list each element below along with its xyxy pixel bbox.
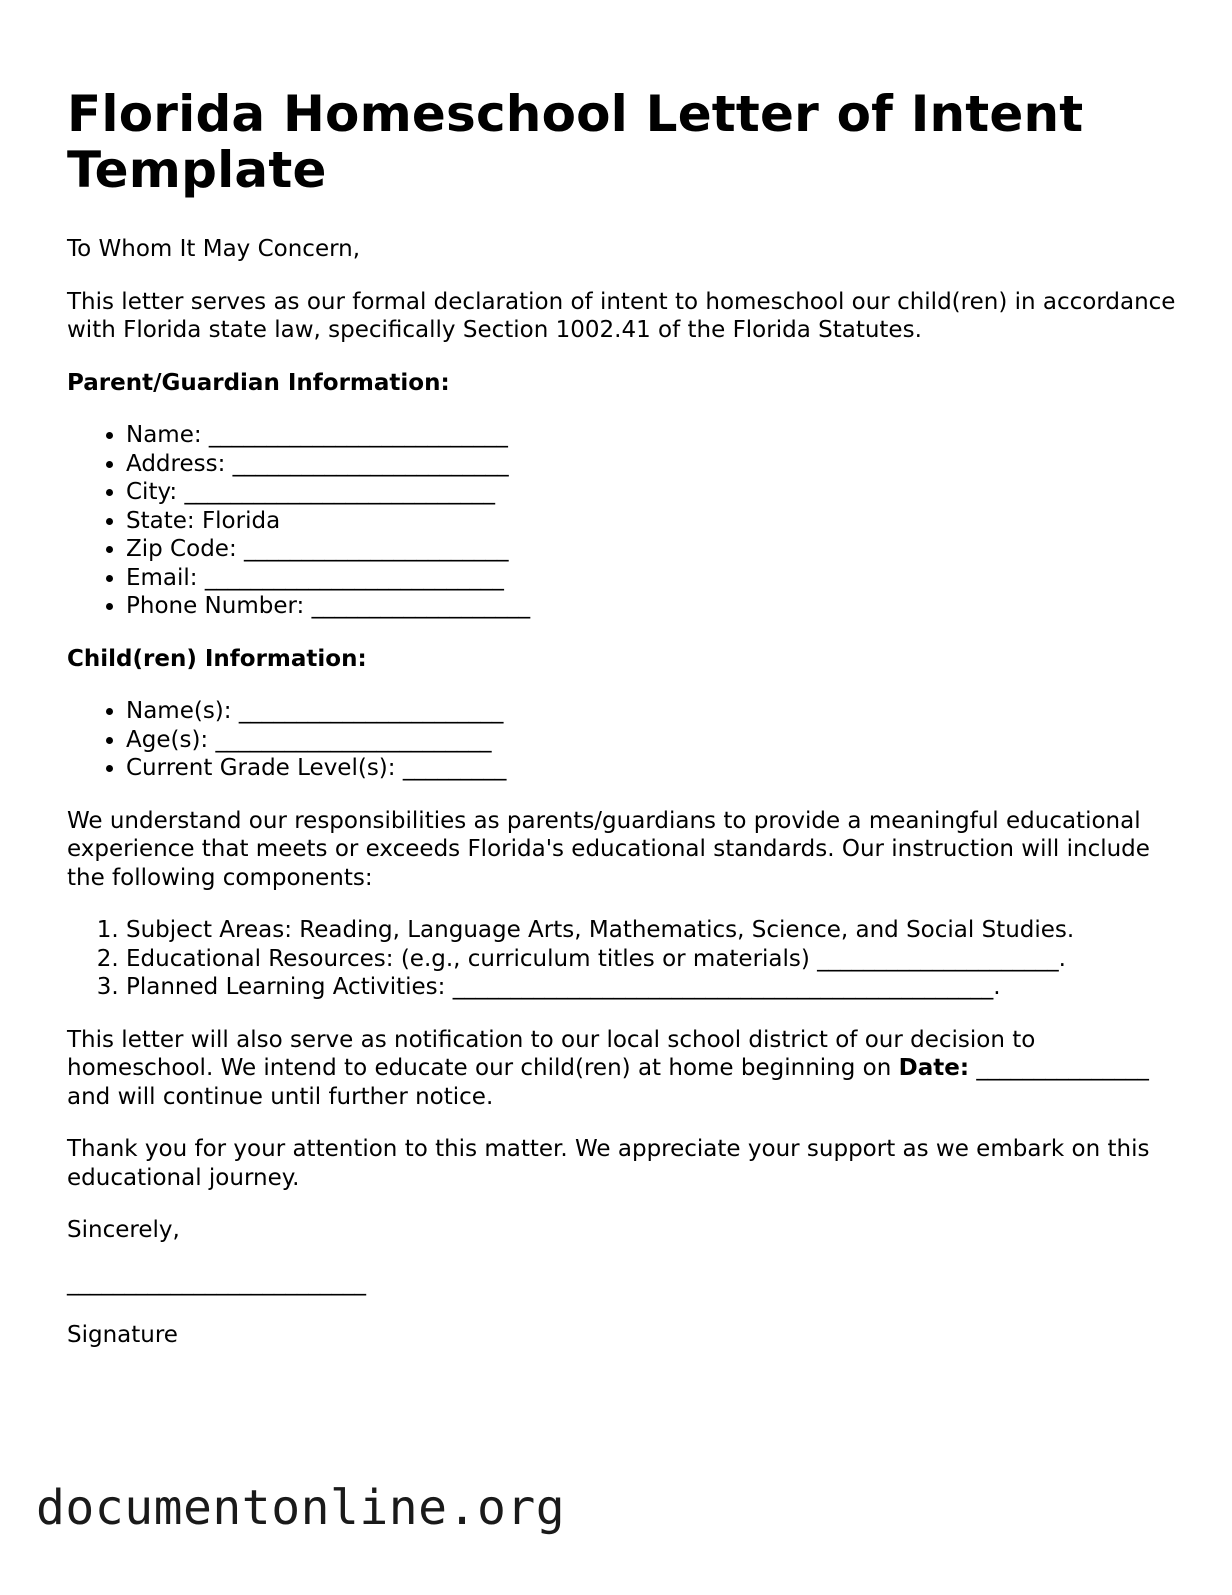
list-item: • Name: __________________________ — [126, 421, 1177, 450]
date-label: Date: — [898, 1055, 970, 1081]
intro-paragraph: This letter serves as our formal declaration of intent to homeschool our child(ren) in accordance with Florida state law, specifically Section 1002.41 of the Florida Statutes. — [67, 288, 1176, 343]
child-section-heading: Child(ren) Information: — [67, 645, 367, 672]
components-list — [67, 916, 1177, 1002]
list-item: • City: ___________________________ — [126, 478, 1177, 507]
list-item: • Zip Code: _______________________ — [126, 535, 1177, 564]
greeting: To Whom It May Concern, — [67, 236, 361, 262]
list-item: • Age(s): ________________________ — [126, 726, 1177, 755]
list-item: 2. Educational Resources: (e.g., curriculum titles or materials) _____________________. — [126, 945, 1177, 974]
letter-document — [67, 86, 1177, 1350]
list-item: • Email: __________________________ — [126, 564, 1177, 593]
page-title: Florida Homeschool Letter of Intent Template — [67, 85, 1084, 199]
list-item: • State: Florida — [126, 507, 1177, 536]
list-item: 1. Subject Areas: Reading, Language Arts, Mathematics, Science, and Social Studies. — [126, 916, 1177, 945]
notification-paragraph — [67, 1026, 1177, 1112]
parent-section-heading: Parent/Guardian Information: — [67, 369, 450, 396]
notification-text-end: _______________ and will continue until further notice. — [67, 1055, 1149, 1110]
parent-info-list — [67, 421, 1177, 621]
notification-text: This letter will also serve as notification to our local school district of our decision to homeschool. We intend to educate our child(ren) at home beginning on — [67, 1026, 1036, 1081]
list-item: • Current Grade Level(s): _________ — [126, 754, 1177, 783]
thanks-paragraph: Thank you for your attention to this matter. We appreciate your support as we embark on this educational journey. — [67, 1136, 1150, 1191]
list-item: 3. Planned Learning Activities: _______________________________________________. — [126, 973, 1177, 1002]
list-item: • Name(s): _______________________ — [126, 697, 1177, 726]
watermark: documentonline.org — [36, 1480, 566, 1536]
closing: Sincerely, — [67, 1217, 180, 1243]
signature-line: __________________________ — [67, 1269, 366, 1296]
list-item: • Address: ________________________ — [126, 450, 1177, 479]
list-item: • Phone Number: ___________________ — [126, 592, 1177, 621]
child-info-list — [67, 697, 1177, 783]
responsibilities-paragraph: We understand our responsibilities as parents/guardians to provide a meaningful educational experience that meets or exceeds Florida's educational standards. Our instruction will include the following components: — [67, 807, 1150, 891]
signature-label: Signature — [67, 1322, 178, 1348]
